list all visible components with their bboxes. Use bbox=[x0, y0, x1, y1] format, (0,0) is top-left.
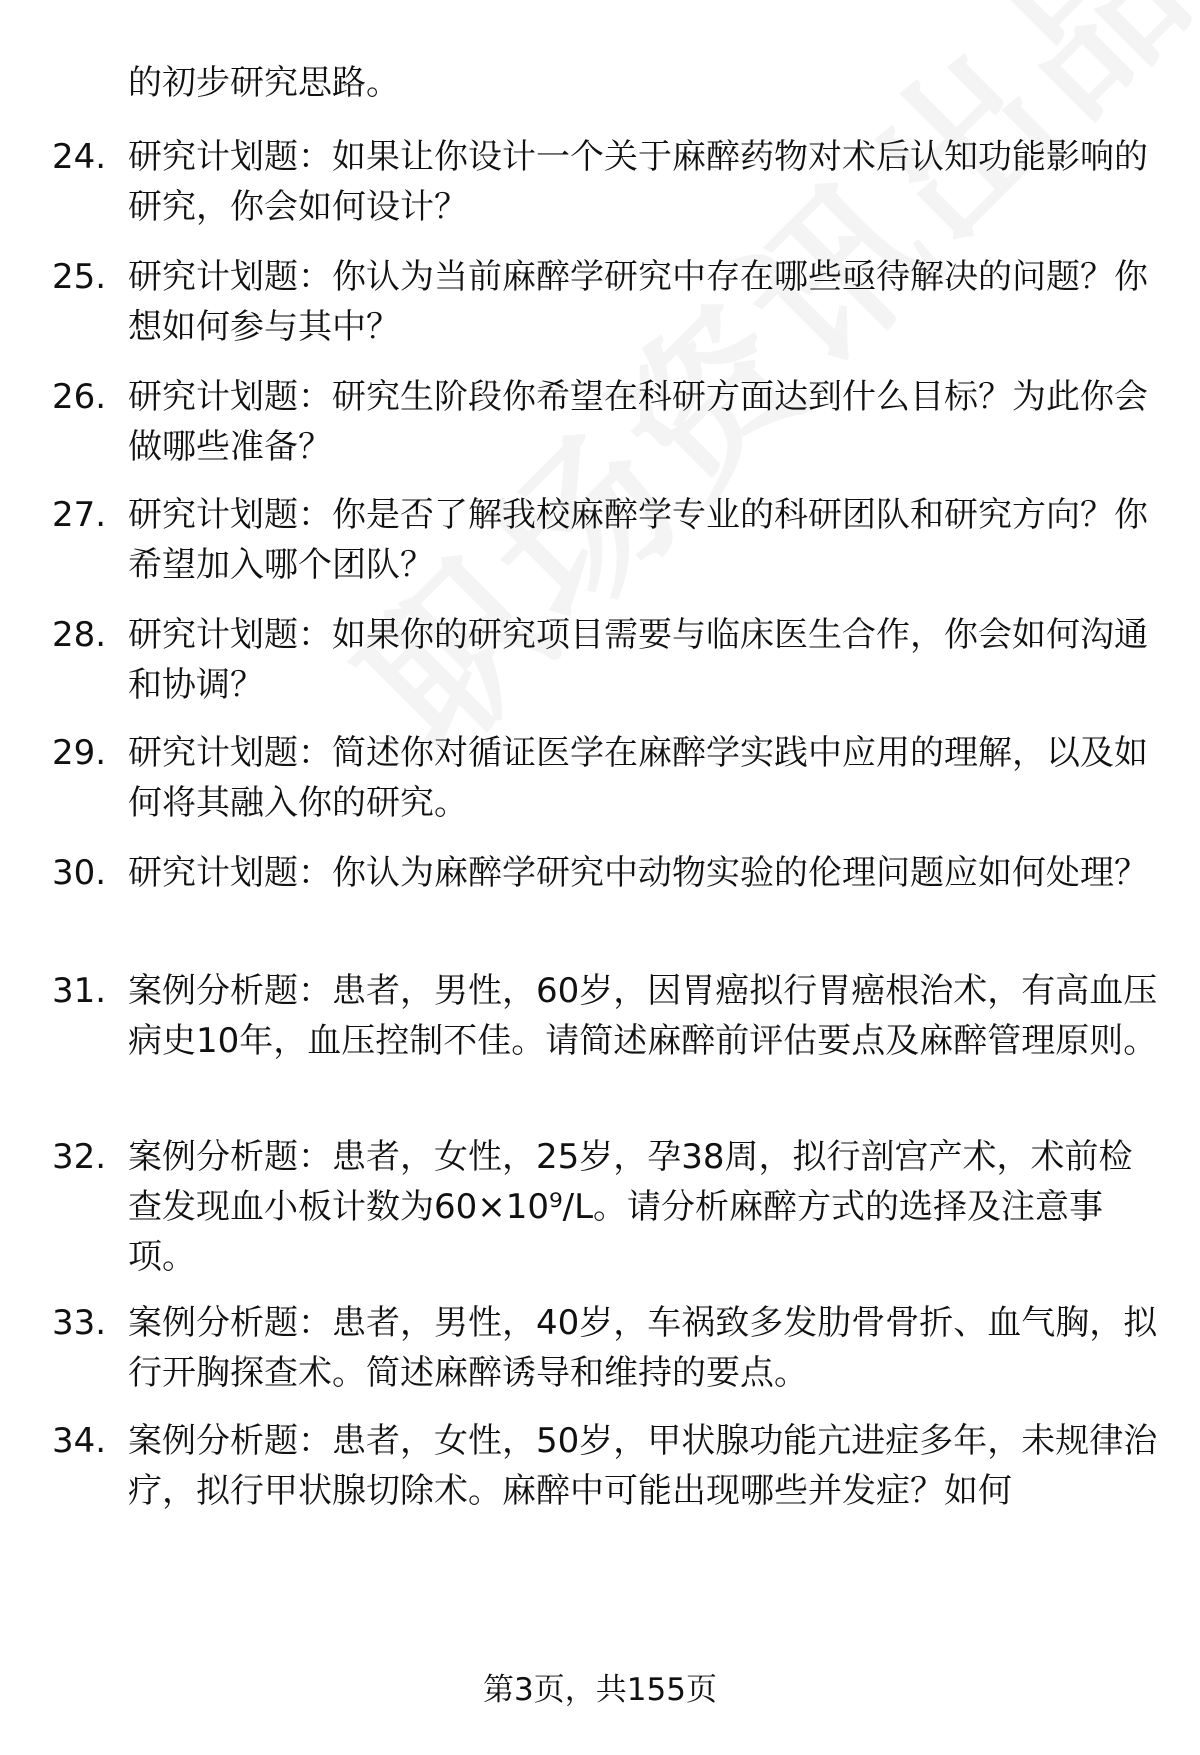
question-text: 研究计划题：你认为当前麻醉学研究中存在哪些亟待解决的问题？你想如何参与其中？ bbox=[128, 257, 1148, 347]
question-number: 34. bbox=[52, 1421, 107, 1461]
question-text: 研究计划题：你认为麻醉学研究中动物实验的伦理问题应如何处理？ bbox=[128, 853, 1148, 893]
question-text: 案例分析题：患者，女性，25岁，孕38周，拟行剖宫产术，术前检查发现血小板计数为60×10⁹/L。请分析麻醉方式的选择及注意事项。 bbox=[128, 1137, 1133, 1277]
question-number: 24. bbox=[52, 137, 107, 177]
question-number: 27. bbox=[52, 495, 107, 535]
question-text: 研究计划题：简述你对循证医学在麻醉学实践中应用的理解，以及如何将其融入你的研究。 bbox=[128, 733, 1148, 823]
question-text: 研究计划题：如果你的研究项目需要与临床医生合作，你会如何沟通和协调？ bbox=[128, 615, 1148, 705]
question-text: 研究计划题：研究生阶段你希望在科研方面达到什么目标？为此你会做哪些准备？ bbox=[128, 377, 1148, 467]
question-text: 研究计划题：如果让你设计一个关于麻醉药物对术后认知功能影响的研究，你会如何设计？ bbox=[128, 137, 1148, 227]
question-text: 案例分析题：患者，男性，60岁，因胃癌拟行胃癌根治术，有高血压病史10年，血压控制不佳。请简述麻醉前评估要点及麻醉管理原则。 bbox=[128, 971, 1158, 1061]
question-text: 案例分析题：患者，女性，50岁，甲状腺功能亢进症多年，未规律治疗，拟行甲状腺切除术。麻醉中可能出现哪些并发症？如何 bbox=[128, 1421, 1158, 1511]
question-number: 28. bbox=[52, 615, 107, 655]
page-number-footer: 第3页，共155页 bbox=[483, 1672, 717, 1708]
question-number: 30. bbox=[52, 853, 107, 893]
question-number: 33. bbox=[52, 1303, 107, 1343]
question-number: 25. bbox=[52, 257, 107, 297]
question-number: 29. bbox=[52, 733, 107, 773]
question-text: 研究计划题：你是否了解我校麻醉学专业的科研团队和研究方向？你希望加入哪个团队？ bbox=[128, 495, 1148, 585]
question-text: 案例分析题：患者，男性，40岁，车祸致多发肋骨骨折、血气胸，拟行开胸探查术。简述麻醉诱导和维持的要点。 bbox=[128, 1303, 1158, 1393]
question-number: 26. bbox=[52, 377, 107, 417]
question-number: 32. bbox=[52, 1137, 107, 1177]
question-number: 31. bbox=[52, 971, 107, 1011]
continued-text: 的初步研究思路。 bbox=[128, 63, 400, 103]
